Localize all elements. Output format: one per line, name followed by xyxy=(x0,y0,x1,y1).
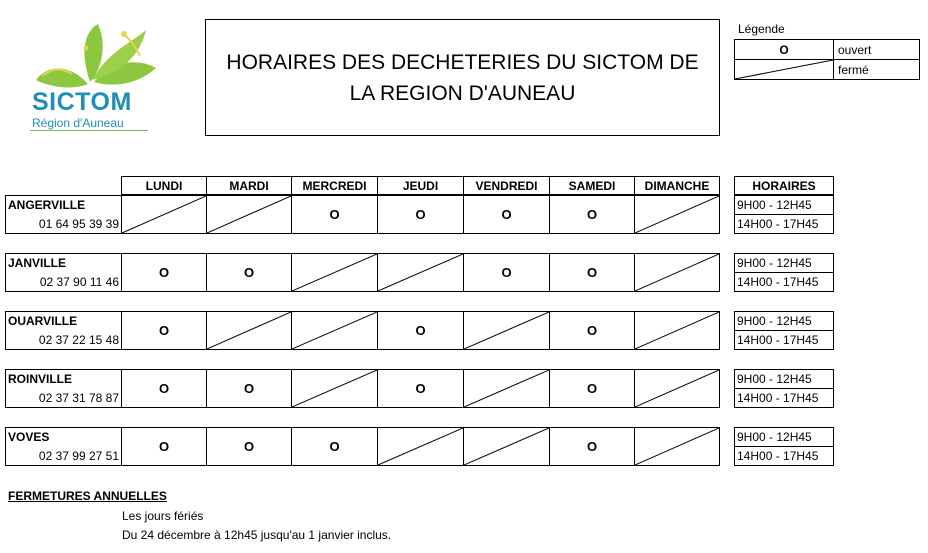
open-cell: O xyxy=(463,195,550,234)
open-cell: O xyxy=(291,427,378,466)
legend-table xyxy=(734,39,920,80)
site-cell xyxy=(5,311,122,350)
diagonal-line-icon xyxy=(292,312,377,349)
day-header: MERCREDI xyxy=(291,176,378,195)
closed-cell xyxy=(206,311,292,350)
diagonal-line-icon xyxy=(464,428,549,465)
legend-open-symbol: O xyxy=(735,40,834,60)
logo-wordmark: SICTOM xyxy=(32,88,132,116)
sictom-logo xyxy=(28,22,168,134)
site-cell xyxy=(5,369,122,408)
diagonal-line-icon xyxy=(635,312,719,349)
open-cell: O xyxy=(549,369,635,408)
hours-cell: 9H00 - 12H45 xyxy=(734,311,834,331)
diagonal-line-icon xyxy=(122,196,206,233)
diagonal-line-icon xyxy=(635,428,719,465)
open-cell: O xyxy=(377,195,464,234)
hours-cell: 14H00 - 17H45 xyxy=(734,330,834,350)
day-header: MARDI xyxy=(206,176,292,195)
diagonal-line-icon xyxy=(464,370,549,407)
site-cell xyxy=(5,427,122,466)
open-cell: O xyxy=(121,253,207,292)
diagonal-line-icon xyxy=(635,254,719,291)
closed-cell xyxy=(634,253,720,292)
closed-cell xyxy=(291,369,378,408)
hours-header: HORAIRES xyxy=(734,176,834,195)
open-cell: O xyxy=(463,253,550,292)
hours-cell: 14H00 - 17H45 xyxy=(734,214,834,234)
site-phone: 02 37 99 27 51 xyxy=(38,449,119,463)
open-cell: O xyxy=(549,311,635,350)
leaf-logo-icon xyxy=(28,22,168,92)
site-name: JANVILLE xyxy=(8,256,67,270)
open-cell: O xyxy=(549,427,635,466)
site-cell xyxy=(5,195,122,234)
closure-line: Du 24 décembre à 12h45 jusqu'au 1 janvier inclus. xyxy=(122,528,392,542)
site-name: VOVES xyxy=(8,430,50,444)
closed-cell xyxy=(206,195,292,234)
closures-title: FERMETURES ANNUELLES xyxy=(8,489,167,503)
open-cell: O xyxy=(377,311,464,350)
closed-cell xyxy=(377,253,464,292)
diagonal-line-icon xyxy=(292,254,377,291)
site-name: ANGERVILLE xyxy=(8,198,86,212)
closed-cell xyxy=(463,369,550,408)
closed-cell xyxy=(377,427,464,466)
site-phone: 02 37 31 78 87 xyxy=(38,391,119,405)
closed-cell xyxy=(634,369,720,408)
site-phone: 02 37 90 11 46 xyxy=(39,275,119,289)
closed-cell xyxy=(634,427,720,466)
closed-cell xyxy=(463,427,550,466)
legend-closed-symbol xyxy=(735,60,834,80)
site-name: OUARVILLE xyxy=(8,314,78,328)
hours-cell: 9H00 - 12H45 xyxy=(734,369,834,389)
closed-cell xyxy=(634,311,720,350)
diagonal-line-icon xyxy=(464,312,549,349)
diagonal-line-icon xyxy=(292,370,377,407)
site-phone: 01 64 95 39 39 xyxy=(38,217,119,231)
site-phone: 02 37 22 15 48 xyxy=(38,333,119,347)
open-cell: O xyxy=(377,369,464,408)
hours-cell: 14H00 - 17H45 xyxy=(734,388,834,408)
diagonal-line-icon xyxy=(635,370,719,407)
site-cell xyxy=(5,253,122,292)
diagonal-line-icon xyxy=(207,312,291,349)
day-header: LUNDI xyxy=(121,176,207,195)
logo-underline xyxy=(30,130,148,131)
hours-cell: 14H00 - 17H45 xyxy=(734,446,834,466)
hours-cell: 9H00 - 12H45 xyxy=(734,253,834,273)
legend-title: Légende xyxy=(738,22,785,36)
hours-cell: 9H00 - 12H45 xyxy=(734,427,834,447)
diagonal-line-icon xyxy=(635,196,719,233)
open-cell: O xyxy=(206,369,292,408)
closed-cell xyxy=(121,195,207,234)
hours-cell: 14H00 - 17H45 xyxy=(734,272,834,292)
open-cell: O xyxy=(549,195,635,234)
legend-open-label: ouvert xyxy=(834,40,920,60)
open-cell: O xyxy=(549,253,635,292)
closed-cell xyxy=(291,253,378,292)
day-header: VENDREDI xyxy=(463,176,550,195)
day-header: DIMANCHE xyxy=(634,176,720,195)
diagonal-line-icon xyxy=(207,196,291,233)
diagonal-line-icon xyxy=(378,428,463,465)
closed-cell xyxy=(291,311,378,350)
diagonal-line-icon xyxy=(735,60,833,79)
logo-subtitle: Région d'Auneau xyxy=(32,116,124,130)
closure-line: Les jours fériés xyxy=(122,509,204,523)
hours-cell: 9H00 - 12H45 xyxy=(734,195,834,215)
page-title: HORAIRES DES DECHETERIES DU SICTOM DE LA REGION D'AUNEAU xyxy=(226,50,699,105)
day-header: JEUDI xyxy=(377,176,464,195)
site-name: ROINVILLE xyxy=(8,372,73,386)
legend-closed-label: fermé xyxy=(834,60,920,80)
open-cell: O xyxy=(291,195,378,234)
open-cell: O xyxy=(121,369,207,408)
open-cell: O xyxy=(206,427,292,466)
closed-cell xyxy=(463,311,550,350)
open-cell: O xyxy=(206,253,292,292)
title-box xyxy=(205,19,720,136)
open-cell: O xyxy=(121,311,207,350)
closed-cell xyxy=(634,195,720,234)
open-cell: O xyxy=(121,427,207,466)
day-header: SAMEDI xyxy=(549,176,635,195)
diagonal-line-icon xyxy=(378,254,463,291)
